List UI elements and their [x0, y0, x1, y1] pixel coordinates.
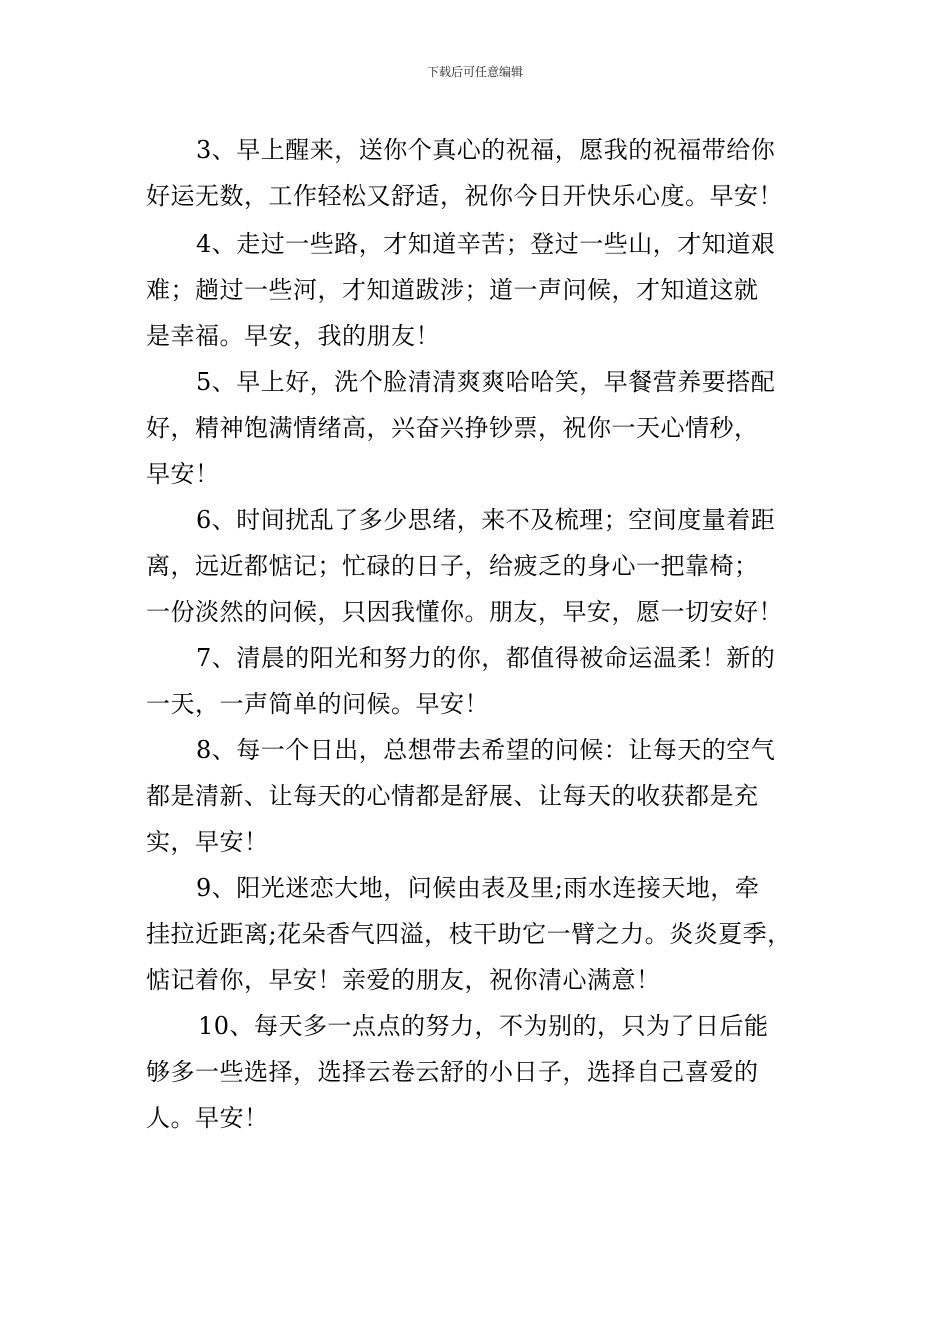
paragraph-line: 挂拉近距离;花朵香气四溢，枝干助它一臂之力。炎炎夏季，: [146, 920, 792, 948]
paragraph-line: 是幸福。早安，我的朋友！: [146, 322, 440, 350]
paragraph-line: 3、早上醒来，送你个真心的祝福，愿我的祝福带给你: [196, 136, 776, 164]
paragraph-line: 惦记着你，早安！亲爱的朋友，祝你清心满意！: [146, 966, 661, 994]
paragraph-line: 8、每一个日出，总想带去希望的问候：让每天的空气: [196, 736, 776, 764]
paragraph-line: 好运无数，工作轻松又舒适，祝你今日开快乐心度。早安！: [146, 182, 783, 210]
paragraph-5: [146, 359, 812, 497]
paragraph-line: 一天，一声简单的问候。早安！: [146, 690, 489, 718]
paragraph-line: 人。早安！: [146, 1104, 269, 1132]
paragraph-line: 10、每天多一点点的努力，不为别的，只为了日后能: [198, 1012, 769, 1040]
page-header-note: 下载后可任意编辑: [426, 65, 523, 79]
paragraph-8: [146, 727, 812, 865]
paragraph-line: 7、清晨的阳光和努力的你，都值得被命运温柔！新的: [196, 644, 776, 672]
paragraph-line: 都是清新、让每天的心情都是舒展、让每天的收获都是充: [146, 782, 759, 810]
paragraph-line: 好，精神饱满情绪高，兴奋兴挣钞票，祝你一天心情秒，: [146, 414, 759, 442]
paragraph-3: [146, 127, 812, 219]
document-body: [146, 127, 812, 1141]
paragraph-line: 5、早上好，洗个脸清清爽爽哈哈笑，早餐营养要搭配: [196, 368, 776, 396]
paragraph-line: 9、阳光迷恋大地，问候由表及里;雨水连接天地，牵: [196, 874, 760, 902]
paragraph-line: 一份淡然的问候，只因我懂你。朋友，早安，愿一切安好！: [146, 598, 783, 626]
paragraph-line: 够多一些选择，选择云卷云舒的小日子，选择自己喜爱的: [146, 1058, 759, 1086]
paragraph-line: 实，早安！: [146, 828, 269, 856]
paragraph-10: [146, 1003, 812, 1141]
paragraph-line: 难；趟过一些河，才知道跋涉；道一声问候，才知道这就: [146, 276, 759, 304]
paragraph-line: 离，远近都惦记；忙碌的日子，给疲乏的身心一把靠椅；: [146, 552, 759, 580]
paragraph-line: 早安！: [146, 460, 220, 488]
paragraph-9: [146, 865, 812, 1003]
paragraph-7: [146, 635, 812, 727]
paragraph-4: [146, 221, 812, 359]
paragraph-6: [146, 497, 812, 635]
paragraph-line: 4、走过一些路，才知道辛苦；登过一些山，才知道艰: [196, 230, 776, 258]
paragraph-line: 6、时间扰乱了多少思绪，来不及梳理；空间度量着距: [196, 506, 776, 534]
